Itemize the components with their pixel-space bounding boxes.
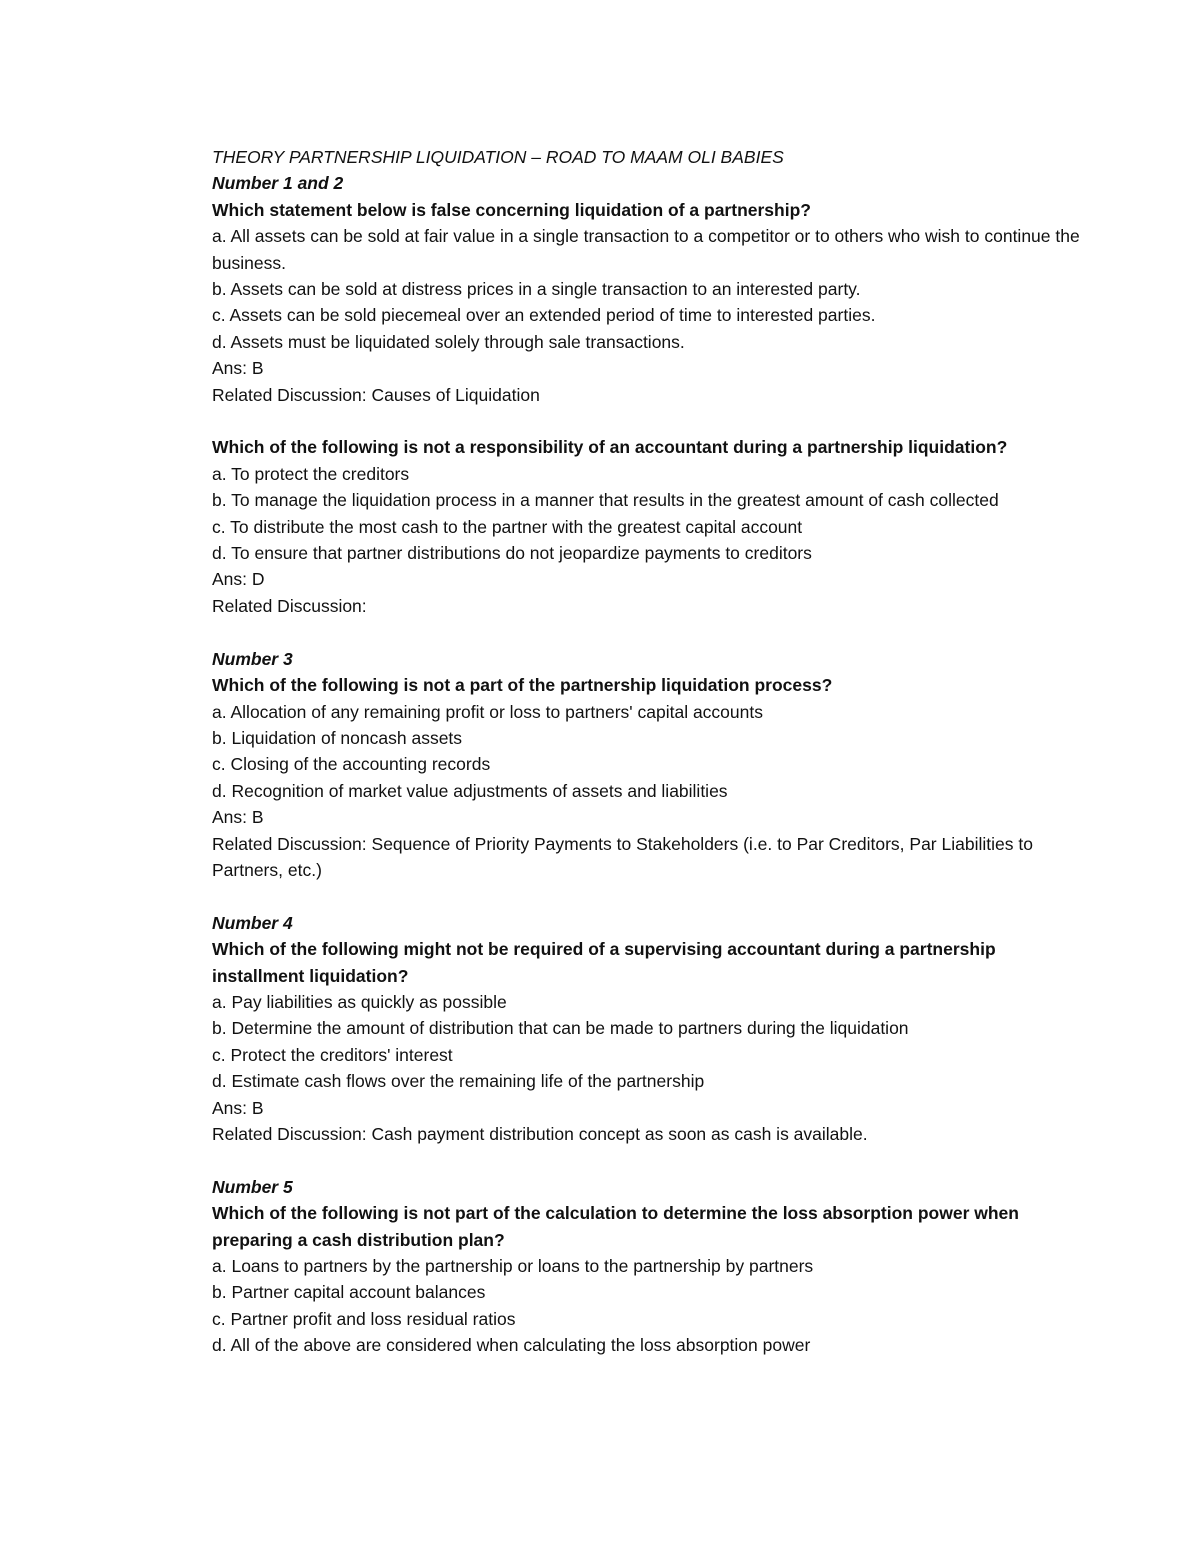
option-d: d. Recognition of market value adjustments of assets and liabilities <box>212 780 728 801</box>
option-c: c. Closing of the accounting records <box>212 754 491 775</box>
related-discussion: Related Discussion: Cash payment distribution concept as soon as cash is available. <box>212 1123 868 1144</box>
related-discussion: Related Discussion: <box>212 595 367 616</box>
question-number: Number 1 and 2 <box>212 173 344 194</box>
option-b: b. To manage the liquidation process in a manner that results in the greatest amount of cash collected <box>212 490 999 511</box>
option-a: a. To protect the creditors <box>212 463 410 484</box>
blank-line <box>212 408 1092 434</box>
blank-line <box>212 619 1092 645</box>
answer: Ans: B <box>212 358 264 379</box>
question-text: Which of the following is not part of the calculation to determine the loss absorption power when preparing a cash distribution plan? <box>212 1203 1019 1250</box>
blank-line <box>212 1147 1092 1173</box>
option-b: b. Assets can be sold at distress prices in a single transaction to an interested party. <box>212 279 861 300</box>
related-discussion: Related Discussion: Causes of Liquidation <box>212 384 540 405</box>
option-a: a. Pay liabilities as quickly as possible <box>212 991 507 1012</box>
answer: Ans: B <box>212 807 264 828</box>
option-b: b. Liquidation of noncash assets <box>212 727 463 748</box>
option-a: a. Loans to partners by the partnership or loans to the partnership by partners <box>212 1256 814 1276</box>
question-text: Which of the following is not a responsibility of an accountant during a partnership liquidation? <box>212 437 1008 458</box>
answer: Ans: B <box>212 1097 264 1118</box>
question-number: Number 4 <box>212 912 293 933</box>
option-b: b. Partner capital account balances <box>212 1282 486 1303</box>
question-text: Which of the following might not be required of a supervising accountant during a partnership installment liquidation? <box>212 939 996 986</box>
question-number: Number 3 <box>212 648 293 669</box>
question-text: Which statement below is false concerning liquidation of a partnership? <box>212 199 811 220</box>
option-c: c. Protect the creditors' interest <box>212 1044 453 1065</box>
question-text: Which of the following is not a part of the partnership liquidation process? <box>212 675 833 696</box>
option-c: c. To distribute the most cash to the partner with the greatest capital account <box>212 516 803 537</box>
related-discussion: Related Discussion: Sequence of Priority Payments to Stakeholders (i.e. to Par Creditors, Par Liabilities to Partners, etc.) <box>212 833 1033 880</box>
option-a: a. All assets can be sold at fair value in a single transaction to a competitor or to others who wish to continue the business. <box>212 226 1080 273</box>
document-page <box>212 144 1092 1359</box>
question-number: Number 5 <box>212 1176 293 1197</box>
document-title: THEORY PARTNERSHIP LIQUIDATION – ROAD TO MAAM OLI BABIES <box>212 147 784 167</box>
option-b: b. Determine the amount of distribution that can be made to partners during the liquidation <box>212 1018 909 1039</box>
option-d: d. Estimate cash flows over the remaining life of the partnership <box>212 1071 705 1092</box>
option-c: c. Partner profit and loss residual ratios <box>212 1308 516 1329</box>
answer: Ans: D <box>212 569 265 590</box>
option-d: d. Assets must be liquidated solely through sale transactions. <box>212 331 685 352</box>
option-d: d. All of the above are considered when calculating the loss absorption power <box>212 1335 811 1356</box>
option-d: d. To ensure that partner distributions do not jeopardize payments to creditors <box>212 543 812 564</box>
blank-line <box>212 883 1092 909</box>
option-c: c. Assets can be sold piecemeal over an extended period of time to interested parties. <box>212 305 876 326</box>
option-a: a. Allocation of any remaining profit or loss to partners' capital accounts <box>212 701 763 722</box>
